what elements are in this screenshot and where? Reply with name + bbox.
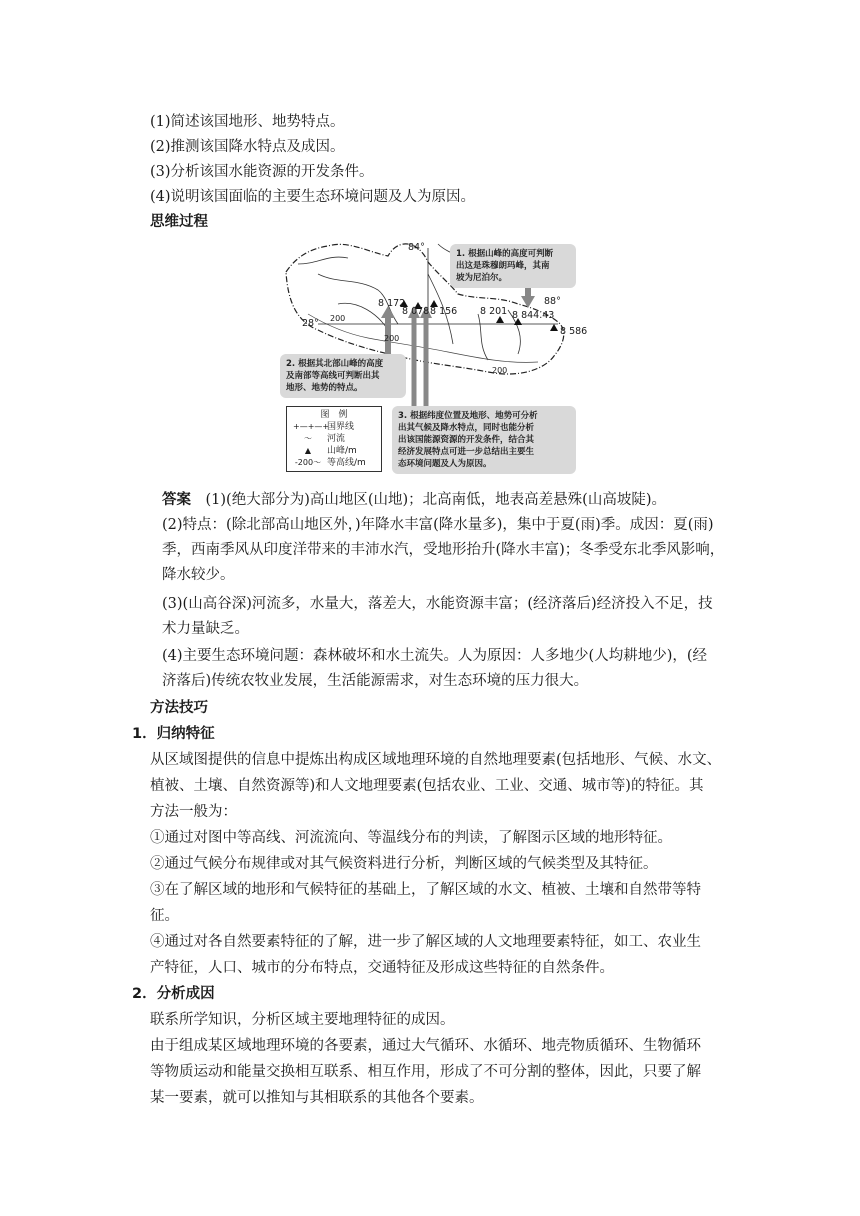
question-4: (4)说明该国面临的主要生态环境问题及人为原因。 <box>150 189 476 205</box>
question-1: (1)简述该国地形、地势特点。 <box>150 114 345 130</box>
peak-label: 8 586 <box>560 326 588 337</box>
map-legend <box>286 406 382 472</box>
answer-line: 季，西南季风从印度洋带来的丰沛水汽，受地形抬升(降水丰富)；冬季受东北季风影响， <box>162 542 725 558</box>
callout-3: 3. 根据纬度位置及地形、地势可分析 出其气候及降水特点，同时也能分析 出该国能源资源的开发条件，结合其 经济发展特点可进一步总结出主要生 态环境问题及人为原因。 <box>392 406 576 474</box>
section-1-line: 产特征，人口、城市的分布特点，交通特征及形成这些特征的自然条件。 <box>150 960 614 976</box>
section-2-line: 由于组成某区域地理环境的各要素，通过大气循环、水循环、地壳物质循环、生物循环 <box>150 1038 701 1054</box>
section-2-line: 等物质运动和能量交换相互联系、相互作用，形成了不可分割的整体，因此，只要了解 <box>150 1064 701 1080</box>
peak-label: 8 172 <box>378 298 406 309</box>
section-2-line: 联系所学知识，分析区域主要地理特征的成因。 <box>150 1012 455 1028</box>
section-2-line: 某一要素，就可以推知与其相联系的其他各个要素。 <box>150 1090 484 1106</box>
peak-label: 8 844.43 <box>512 310 555 321</box>
contour-label: 200 <box>330 314 346 323</box>
peak-label: 8 201 <box>480 306 508 317</box>
question-2: (2)推测该国降水特点及成因。 <box>150 139 345 155</box>
longitude-84-label: 84° <box>408 242 425 253</box>
section-1-line: ①通过对图中等高线、河流流向、等温线分布的判读，了解图示区域的地形特征。 <box>150 830 672 846</box>
answer-line: 济落后)传统农牧业发展，生活能源需求，对生态环境的压力很大。 <box>162 673 589 689</box>
section-1-title: 1．归纳特征 <box>132 726 215 742</box>
method-title: 方法技巧 <box>150 700 208 716</box>
longitude-88-label: 88° <box>544 296 561 307</box>
legend-item-river: 〜 河流 <box>304 434 346 444</box>
answer-label: 答案 <box>162 492 191 508</box>
section-1-line: 从区域图提供的信息中提炼出构成区域地理环境的自然地理要素(包括地形、气候、水文、 <box>150 752 722 768</box>
nepal-map-figure <box>278 234 588 482</box>
answer-line: 降水较少。 <box>162 567 235 583</box>
section-1-line: 植被、土壤、自然资源等)和人文地理要素(包括农业、工业、交通、城市等)的特征。其 <box>150 778 704 794</box>
section-1-line: ②通过气候分布规律或对其气候资料进行分析，判断区域的气候类型及其特征。 <box>150 856 658 872</box>
legend-item-peak: ▲ 山峰/m <box>304 446 357 456</box>
legend-title: 图 例 <box>320 410 348 420</box>
latitude-28-label: 28° <box>302 318 319 329</box>
answer-line-1: 答案 (1)(绝大部分为)高山地区(山地)；北高南低，地表高差悬殊(山高坡陡)。 <box>162 492 666 508</box>
section-1-line: ③在了解区域的地形和气候特征的基础上，了解区域的水文、植被、土壤和自然带等特 <box>150 882 701 898</box>
callout-1: 1. 根据山峰的高度可判断 出这是珠穆朗玛峰，其南 坡为尼泊尔。 <box>450 244 576 288</box>
peak-label: 8 078 <box>402 306 430 317</box>
callout-2: 2. 根据其北部山峰的高度 及南部等高线可判断出其 地形、地势的特点。 <box>280 354 406 398</box>
answer-line: (2)特点：(除北部高山地区外，)年降水丰富(降水量多)，集中于夏(雨)季。成因：夏(雨) <box>162 517 714 533</box>
contour-label: 200 <box>492 366 508 375</box>
section-1-line: ④通过对各自然要素特征的了解，进一步了解区域的人文地理要素特征，如工、农业生 <box>150 934 701 950</box>
contour-label: 200 <box>384 334 400 343</box>
peak-label: 8 156 <box>430 306 458 317</box>
question-3: (3)分析该国水能资源的开发条件。 <box>150 164 374 180</box>
section-2-title: 2．分析成因 <box>132 986 215 1002</box>
answer-line: 术力量缺乏。 <box>162 621 249 637</box>
legend-item-contour: -200〜 等高线/m <box>294 458 366 468</box>
answer-line: (3)(山高谷深)河流多，水量大，落差大，水能资源丰富；(经济落后)经济投入不足，技 <box>162 596 713 612</box>
thinking-process-title: 思维过程 <box>150 214 208 230</box>
answer-line: (4)主要生态环境问题：森林破坏和水土流失。人为原因：人多地少(人均耕地少)，(经 <box>162 648 708 664</box>
legend-item-border: +—+—+ 国界线 <box>293 422 355 432</box>
section-1-line: 方法一般为： <box>150 804 237 820</box>
section-1-line: 征。 <box>150 908 179 924</box>
